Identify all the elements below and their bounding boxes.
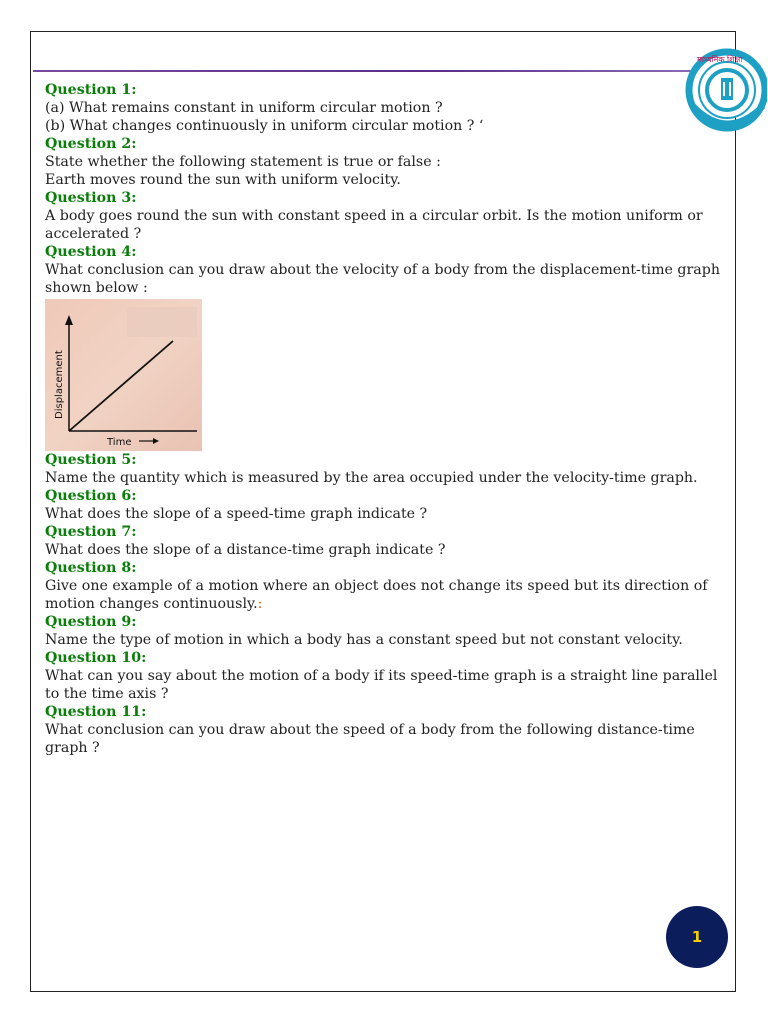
question-8 bbox=[45, 559, 730, 613]
question-text: Earth moves round the sun with uniform velocity. bbox=[45, 172, 401, 188]
x-axis-label: Time bbox=[107, 437, 132, 448]
question-text: State whether the following statement is true or false : bbox=[45, 154, 441, 170]
question-5 bbox=[45, 451, 730, 487]
question-tail: : bbox=[257, 596, 263, 612]
question-label: Question 8: bbox=[45, 560, 137, 576]
question-text: (a) What remains constant in uniform circular motion ? bbox=[45, 100, 443, 116]
question-6 bbox=[45, 487, 730, 523]
question-label: Question 5: bbox=[45, 452, 137, 468]
question-2 bbox=[45, 135, 730, 189]
question-label: Question 10: bbox=[45, 650, 147, 666]
y-axis-label: Displacement bbox=[54, 350, 65, 419]
question-label: Question 4: bbox=[45, 244, 137, 260]
question-text: Name the type of motion in which a body has a constant speed but not constant velocity. bbox=[45, 632, 683, 648]
question-label: Question 3: bbox=[45, 190, 137, 206]
question-label: Question 9: bbox=[45, 614, 137, 630]
question-text: A body goes round the sun with constant speed in a circular orbit. Is the motion uniform or accelerated ? bbox=[45, 208, 703, 242]
question-9 bbox=[45, 613, 730, 649]
question-list bbox=[45, 81, 730, 757]
question-10 bbox=[45, 649, 730, 703]
question-label: Question 7: bbox=[45, 524, 137, 540]
question-1 bbox=[45, 81, 730, 135]
question-body: Give one example of a motion where an object does not change its speed but its direction of motion changes continuously. bbox=[45, 578, 708, 612]
question-3 bbox=[45, 189, 730, 243]
question-text: (b) What changes continuously in uniform circular motion ? ‘ bbox=[45, 118, 484, 134]
page-number-badge: 1 bbox=[666, 906, 728, 968]
question-label: Question 11: bbox=[45, 704, 147, 720]
question-label: Question 1: bbox=[45, 82, 137, 98]
question-label: Question 6: bbox=[45, 488, 137, 504]
question-7 bbox=[45, 523, 730, 559]
question-11 bbox=[45, 703, 730, 757]
header-rule bbox=[33, 70, 693, 72]
question-text: What conclusion can you draw about the speed of a body from the following distance-time graph ? bbox=[45, 722, 695, 756]
question-4 bbox=[45, 243, 730, 451]
question-text: What does the slope of a distance-time graph indicate ? bbox=[45, 542, 446, 558]
question-text bbox=[45, 577, 730, 613]
question-label: Question 2: bbox=[45, 136, 137, 152]
question-text: What can you say about the motion of a body if its speed-time graph is a straight line parallel to the time axis ? bbox=[45, 668, 718, 702]
logo-text: माध्यमिक शिक्षा bbox=[697, 55, 743, 64]
question-text: Name the quantity which is measured by the area occupied under the velocity-time graph. bbox=[45, 470, 698, 486]
question-text: What conclusion can you draw about the velocity of a body from the displacement-time graph shown below : bbox=[45, 262, 720, 296]
question-text: What does the slope of a speed-time graph indicate ? bbox=[45, 506, 428, 522]
displacement-time-graph bbox=[45, 299, 202, 451]
